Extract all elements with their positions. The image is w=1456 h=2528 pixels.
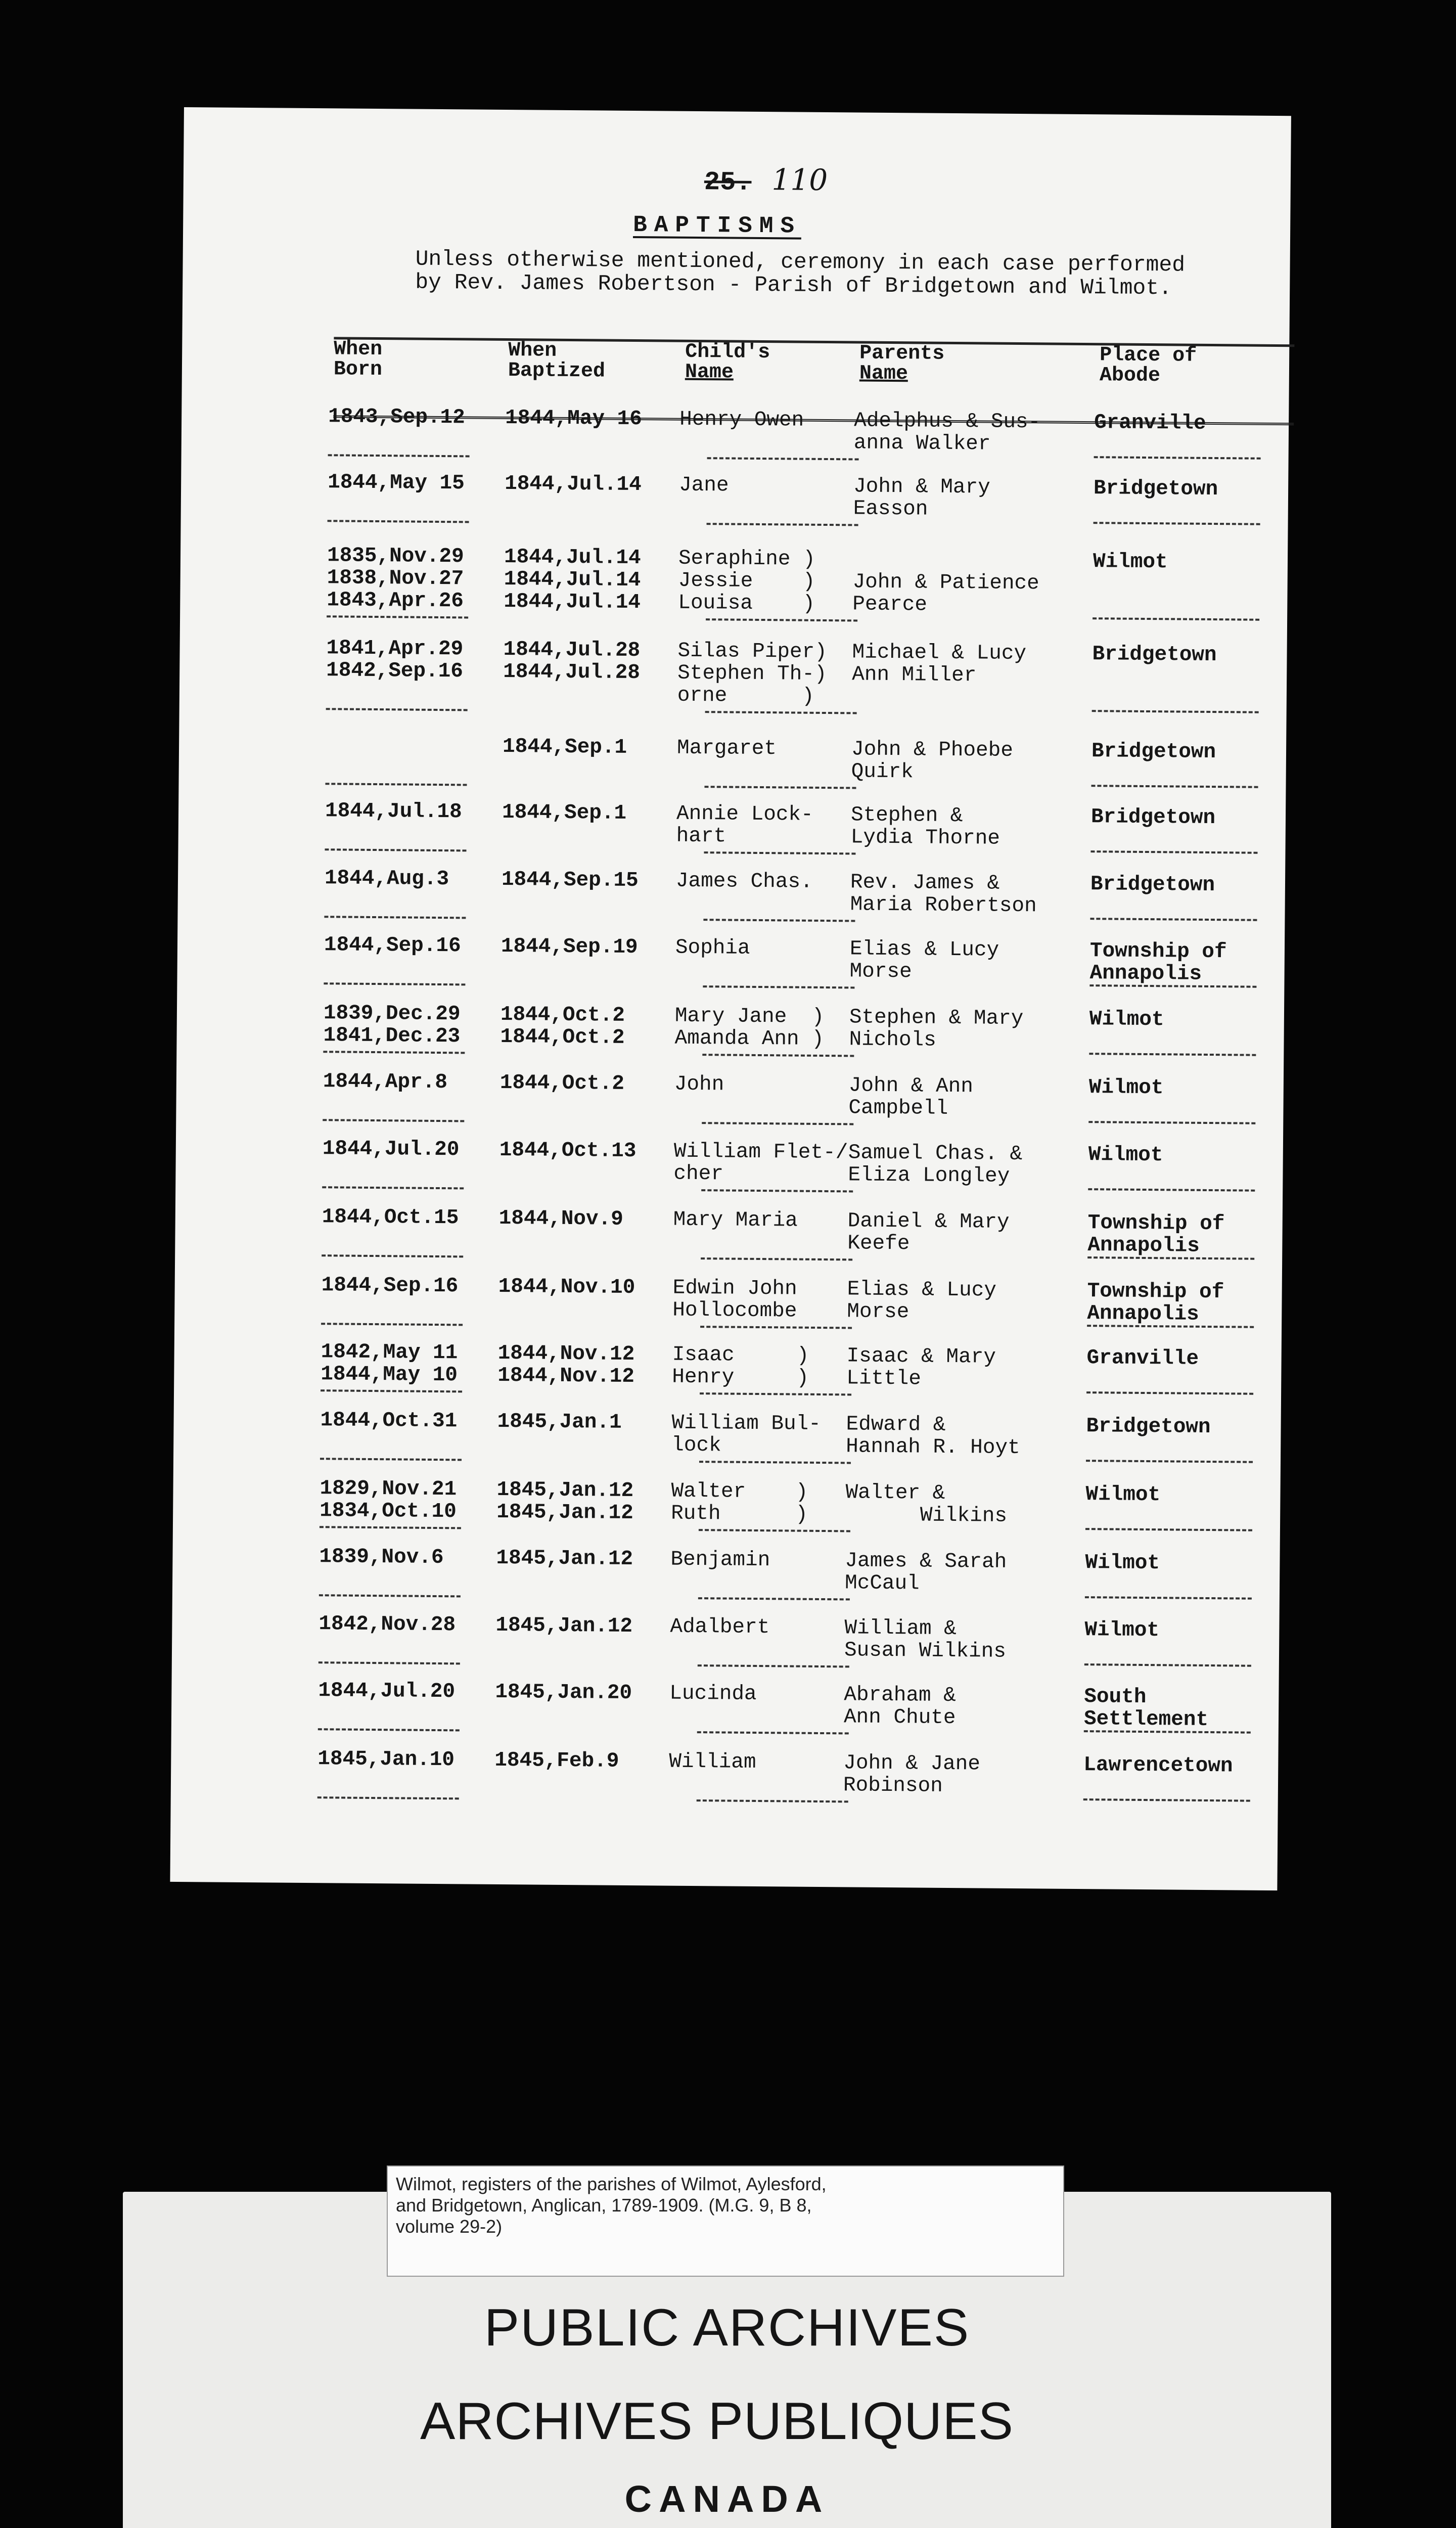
- separator-born: [318, 1661, 460, 1664]
- cell-child: John: [674, 1072, 724, 1097]
- cell-born: 1842,May 11 1844,May 10: [321, 1340, 458, 1387]
- separator-born: [320, 1526, 461, 1529]
- separator-born: [320, 1458, 462, 1461]
- cell-baptized: 1844,Nov.10: [498, 1275, 635, 1300]
- cell-baptized: 1844,Jul.14: [504, 472, 642, 497]
- cell-born: 1844,Aug.3: [324, 867, 449, 891]
- table-row: [174, 1408, 1281, 1460]
- separator-parents: [700, 1392, 851, 1395]
- separator-parents: [706, 618, 857, 621]
- cell-parents: Elias & Lucy Morse: [847, 1278, 997, 1324]
- header-when-born: When Born: [333, 338, 383, 382]
- cell-baptized: 1845,Feb.9: [494, 1748, 619, 1773]
- cell-parents: Rev. James & Maria Robertson: [850, 871, 1037, 918]
- cell-parents: William & Susan Wilkins: [844, 1616, 1007, 1663]
- table-row: [178, 866, 1285, 918]
- cell-abode: Wilmot: [1088, 1143, 1163, 1167]
- separator-parents: [698, 1597, 850, 1600]
- cell-child: Adalbert: [670, 1615, 770, 1640]
- cell-born: 1835,Nov.29 1838,Nov.27 1843,Apr.26: [327, 544, 464, 613]
- cell-child: Sophia: [675, 936, 750, 960]
- separator-born: [327, 615, 468, 618]
- separator-parents: [702, 1054, 854, 1057]
- table-row: [174, 1340, 1282, 1391]
- table-row: [176, 1069, 1284, 1120]
- archive-name-english: PUBLIC ARCHIVES: [484, 2298, 970, 2357]
- cell-born: 1844,May 15: [327, 471, 465, 495]
- cell-parents: Edward & Hannah R. Hoyt: [846, 1413, 1020, 1460]
- separator-abode: [1094, 522, 1260, 525]
- cell-baptized: 1844,Oct.2 1844,Oct.2: [500, 1003, 625, 1050]
- separator-parents: [698, 1664, 849, 1667]
- cell-parents: Isaac & Mary Little: [846, 1344, 996, 1391]
- cell-born: 1844,Oct.31: [320, 1409, 458, 1433]
- cell-parents: John & Phoebe Quirk: [851, 738, 1014, 784]
- cell-child: James Chas.: [675, 869, 813, 894]
- cell-born: 1843,Sep.12: [328, 405, 466, 430]
- cell-child: Margaret: [676, 736, 777, 761]
- separator-abode: [1091, 785, 1258, 788]
- separator-parents: [702, 1122, 853, 1125]
- separator-parents: [700, 1326, 852, 1329]
- cell-baptized: 1844,Sep.1: [502, 735, 627, 759]
- separator-born: [324, 982, 465, 985]
- archives-label: [123, 2174, 1331, 2528]
- cell-parents: John & Ann Campbell: [848, 1074, 974, 1120]
- cell-child: Lucinda: [669, 1682, 757, 1706]
- cell-born: 1842,Nov.28: [318, 1612, 456, 1637]
- separator-parents: [707, 523, 858, 526]
- separator-parents: [703, 985, 854, 988]
- cell-parents: James & Sarah McCaul: [844, 1549, 1007, 1596]
- cell-child: Seraphine ) Jessie ) Louisa ): [678, 547, 815, 616]
- separator-born: [323, 1119, 464, 1122]
- separator-parents: [704, 786, 856, 789]
- cell-abode: Bridgetown: [1092, 643, 1217, 667]
- cell-abode: Lawrencetown: [1083, 1753, 1233, 1778]
- page-number: [704, 162, 828, 198]
- separator-abode: [1086, 1460, 1253, 1463]
- cell-abode: Township of Annapolis: [1087, 1280, 1224, 1326]
- archive-name-french: ARCHIVES PUBLIQUES: [420, 2392, 1014, 2451]
- cell-baptized: 1845,Jan.20: [495, 1680, 632, 1705]
- separator-abode: [1092, 710, 1259, 713]
- cell-abode: Wilmot: [1093, 550, 1168, 574]
- separator-parents: [705, 711, 857, 714]
- cell-born: 1841,Apr.29 1842,Sep.16: [326, 637, 464, 684]
- cell-baptized: 1845,Jan.12: [496, 1546, 633, 1571]
- table-row: [172, 1679, 1279, 1732]
- cell-parents: Stephen & Mary Nichols: [849, 1006, 1024, 1052]
- cell-baptized: 1844,Oct.13: [499, 1138, 636, 1163]
- table-row: [179, 733, 1286, 784]
- cell-parents: Walter & Wilkins: [845, 1481, 1008, 1528]
- cell-parents: John & Jane Robinson: [843, 1751, 981, 1798]
- separator-born: [328, 520, 469, 523]
- cell-born: 1844,Sep.16: [321, 1274, 459, 1298]
- cell-child: Henry Owen: [679, 408, 804, 432]
- separator-abode: [1088, 1188, 1255, 1192]
- cell-parents: Samuel Chas. & Eliza Longley: [848, 1141, 1023, 1188]
- cell-born: 1844,Apr.8: [323, 1070, 448, 1095]
- page-title: BAPTISMS: [632, 211, 802, 240]
- separator-abode: [1086, 1391, 1253, 1395]
- cell-child: William Flet-/ cher: [673, 1140, 848, 1186]
- table-row: [171, 1747, 1279, 1798]
- table-row: [175, 1205, 1283, 1258]
- separator-parents: [697, 1731, 849, 1734]
- cell-born: 1844,Jul.20: [322, 1137, 460, 1162]
- separator-born: [326, 708, 468, 711]
- cell-child: Benjamin: [670, 1548, 770, 1572]
- header-parents-name: Parents Name: [859, 342, 945, 386]
- cell-baptized: 1844,Oct.2: [499, 1071, 625, 1096]
- header-child-name: Child's Name: [685, 340, 770, 384]
- archive-reference-card: [387, 2165, 1064, 2277]
- cell-baptized: 1844,Sep.15: [501, 868, 639, 893]
- cell-baptized: 1844,May 16: [505, 407, 643, 431]
- cell-baptized: 1844,Sep.19: [500, 934, 638, 960]
- cell-abode: Bridgetown: [1090, 805, 1216, 830]
- table-row: [177, 1001, 1284, 1052]
- table-row: [180, 544, 1288, 617]
- cell-abode: Wilmot: [1088, 1076, 1164, 1100]
- cell-born: 1844,Oct.15: [322, 1205, 459, 1230]
- separator-parents: [704, 851, 855, 854]
- separator-abode: [1090, 918, 1257, 921]
- table-row: [177, 933, 1285, 986]
- separator-abode: [1094, 456, 1261, 460]
- separator-born: [325, 848, 466, 851]
- cell-born: 1844,Sep.16: [324, 933, 461, 958]
- table-row: [180, 636, 1287, 708]
- cell-parents: Abraham & Ann Chute: [843, 1683, 956, 1730]
- cell-born: 1845,Jan.10: [317, 1747, 455, 1772]
- cell-abode: Bridgetown: [1091, 740, 1216, 764]
- table-row: [173, 1545, 1280, 1596]
- page-number-struck: 25.: [704, 167, 752, 198]
- separator-abode: [1084, 1663, 1251, 1667]
- cell-parents: John & Mary Easson: [853, 475, 990, 521]
- cell-child: Jane: [678, 473, 729, 498]
- cell-parents: Adelphus & Sus- anna Walker: [853, 409, 1041, 456]
- separator-parents: [707, 457, 859, 460]
- separator-abode: [1085, 1596, 1252, 1600]
- cell-child: William Bul- lock: [671, 1411, 822, 1458]
- cell-child: Walter ) Ruth ): [671, 1479, 808, 1526]
- cell-child: Silas Piper) Stephen Th-) orne ): [677, 639, 828, 708]
- page-subtitle: Unless otherwise mentioned, ceremony in each case performed by Rev. James Robertson - Parish of Bridgetown and Wilmot.: [415, 246, 1186, 301]
- separator-born: [322, 1254, 463, 1257]
- register-page: [170, 107, 1291, 1890]
- cell-abode: Wilmot: [1089, 1008, 1164, 1032]
- cell-parents: Michael & Lucy Ann Miller: [852, 641, 1027, 688]
- table-row: [172, 1612, 1280, 1663]
- cell-born: 1839,Nov.6: [319, 1545, 444, 1570]
- separator-parents: [699, 1461, 851, 1464]
- separator-parents: [701, 1189, 853, 1192]
- separator-parents: [703, 919, 855, 922]
- cell-abode: Bridgetown: [1093, 477, 1218, 502]
- cell-abode: Granville: [1094, 411, 1206, 435]
- separator-born: [324, 916, 466, 919]
- archive-country: CANADA: [624, 2478, 830, 2520]
- cell-abode: Township of Annapolis: [1089, 939, 1227, 986]
- separator-born: [322, 1186, 464, 1189]
- cell-baptized: 1845,Jan.12 1845,Jan.12: [496, 1478, 634, 1525]
- cell-child: Isaac ) Henry ): [672, 1343, 809, 1390]
- separator-born: [321, 1389, 462, 1392]
- cell-born: 1839,Dec.29 1841,Dec.23: [323, 1002, 461, 1049]
- table-row: [173, 1476, 1281, 1528]
- table-row: [176, 1137, 1283, 1188]
- separator-abode: [1093, 617, 1259, 621]
- cell-abode: Township of Annapolis: [1087, 1211, 1225, 1258]
- table-row: [178, 799, 1286, 850]
- header-when-baptized: When Baptized: [508, 339, 606, 383]
- separator-abode: [1089, 984, 1256, 988]
- cell-abode: Wilmot: [1084, 1618, 1160, 1643]
- separator-abode: [1083, 1798, 1250, 1802]
- separator-abode: [1085, 1528, 1252, 1531]
- cell-parents: John & Patience Pearce: [852, 548, 1039, 617]
- cell-abode: South Settlement: [1083, 1685, 1209, 1732]
- separator-born: [321, 1323, 463, 1326]
- cell-baptized: 1844,Jul.28 1844,Jul.28: [503, 638, 641, 685]
- cell-abode: Bridgetown: [1090, 873, 1215, 897]
- header-place-of-abode: Place of Abode: [1099, 344, 1197, 388]
- cell-baptized: 1844,Nov.12 1844,Nov.12: [497, 1341, 635, 1389]
- cell-abode: Bridgetown: [1086, 1415, 1211, 1439]
- cell-parents: Stephen & Lydia Thorne: [850, 803, 1000, 850]
- separator-born: [318, 1728, 460, 1731]
- cell-baptized: 1844,Sep.1: [502, 800, 627, 825]
- cell-baptized: 1845,Jan.1: [497, 1410, 622, 1434]
- cell-child: Mary Jane ) Amanda Ann ): [674, 1004, 825, 1051]
- cell-born: 1844,Jul.20: [318, 1679, 456, 1704]
- separator-abode: [1087, 1325, 1254, 1328]
- cell-abode: Wilmot: [1085, 1551, 1160, 1575]
- cell-child: Annie Lock- hart: [676, 802, 813, 848]
- separator-born: [328, 454, 470, 457]
- cell-abode: Granville: [1086, 1346, 1199, 1371]
- cell-born: 1844,Jul.18: [325, 799, 462, 824]
- separator-born: [319, 1594, 461, 1597]
- separator-abode: [1088, 1121, 1255, 1124]
- separator-parents: [699, 1529, 850, 1532]
- cell-baptized: 1844,Nov.9: [498, 1206, 623, 1231]
- cell-parents: Elias & Lucy Morse: [849, 937, 999, 984]
- cell-child: William: [669, 1750, 756, 1774]
- cell-born: 1829,Nov.21 1834,Oct.10: [320, 1477, 457, 1524]
- table-row: [181, 470, 1288, 521]
- cell-baptized: 1844,Jul.14 1844,Jul.14 1844,Jul.14: [504, 545, 641, 615]
- separator-born: [317, 1796, 459, 1799]
- cell-abode: Wilmot: [1085, 1483, 1161, 1507]
- separator-parents: [701, 1257, 852, 1260]
- separator-abode: [1089, 1053, 1256, 1056]
- cell-baptized: 1845,Jan.12: [495, 1613, 633, 1639]
- separator-abode: [1090, 850, 1257, 854]
- table-row: [175, 1273, 1282, 1326]
- separator-parents: [697, 1799, 848, 1802]
- separator-abode: [1084, 1730, 1251, 1734]
- separator-abode: [1087, 1256, 1254, 1260]
- cell-parents: Daniel & Mary Keefe: [847, 1209, 1010, 1256]
- separator-born: [323, 1051, 465, 1054]
- cell-child: Mary Maria: [673, 1208, 798, 1233]
- archive-reference-text: Wilmot, registers of the parishes of Wilmot, Aylesford, and Bridgetown, Anglican, 1789-1909. (M.G. 9, B 8, volume 29-2): [396, 2174, 827, 2237]
- cell-child: Edwin John Hollocombe: [672, 1276, 797, 1323]
- page-number-handwritten: 110: [771, 162, 828, 198]
- separator-born: [325, 783, 467, 786]
